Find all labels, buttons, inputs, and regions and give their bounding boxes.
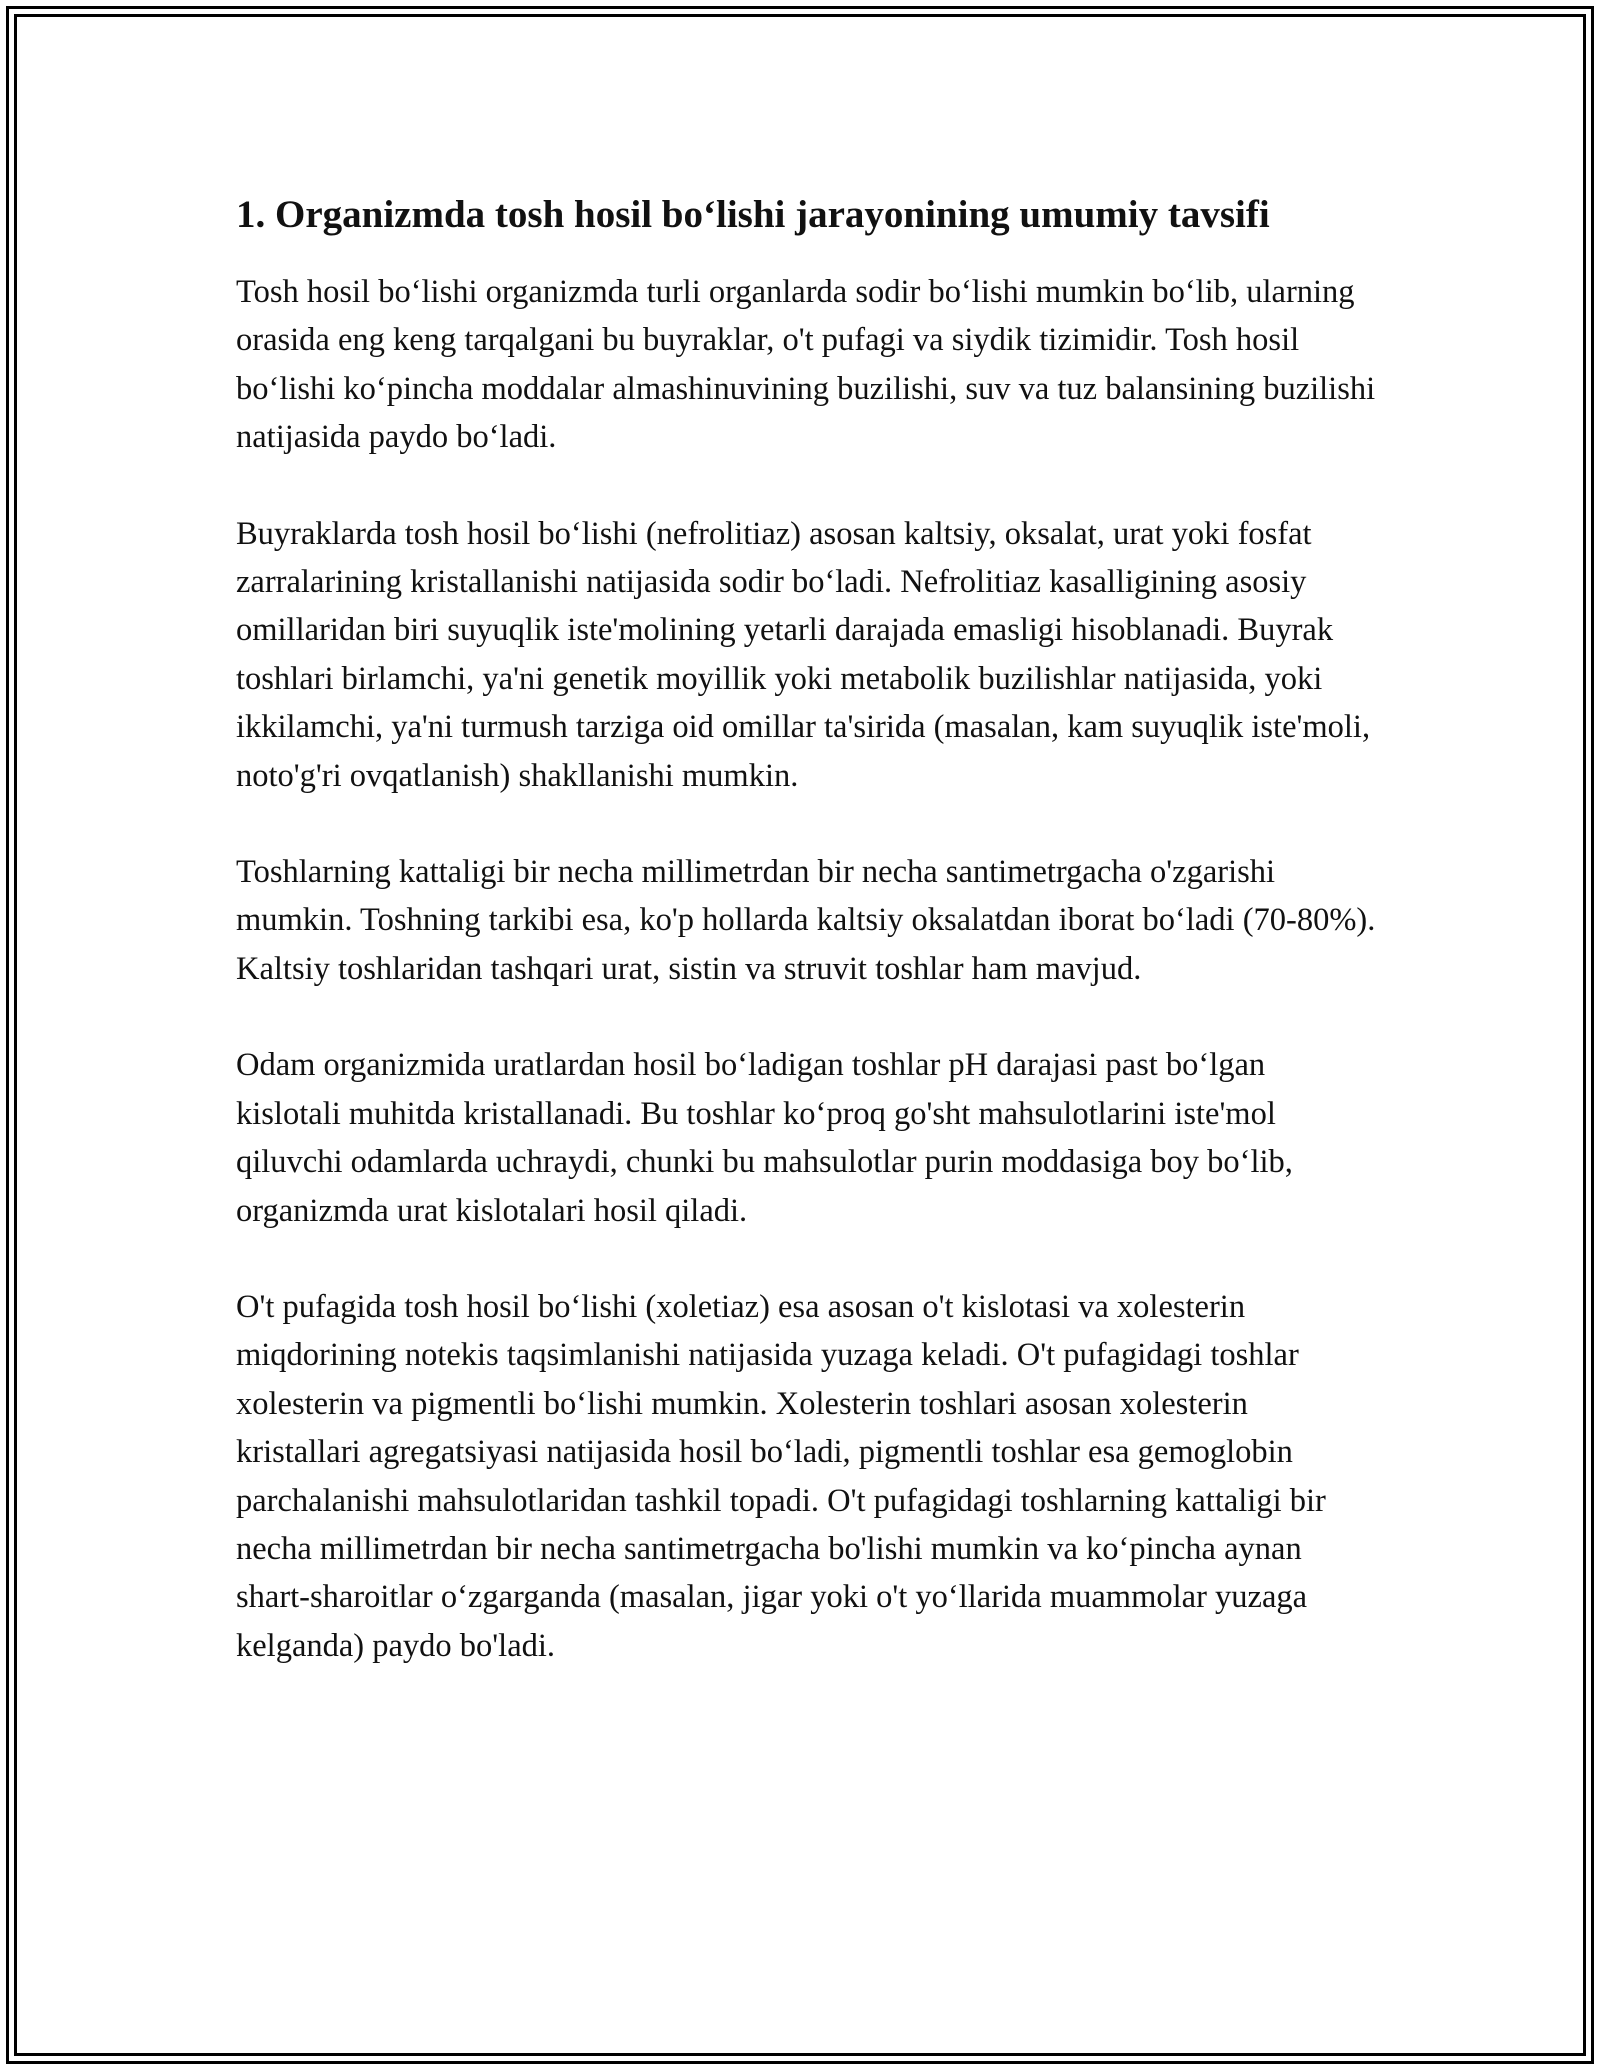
paragraph-5: O't pufagida tosh hosil bo‘lishi (xoletiaz) esa asosan o't kislotasi va xolesterin miqdorining notekis taqsimlanishi natijasida yuzaga keladi. O't pufagidagi toshlar xolesterin va pigmentli bo‘lishi mumkin. Xolesterin toshlari asosan xolesterin kristallari agregatsiyasi natijasida hosil bo‘ladi, pigmentli toshlar esa gemoglobin parchalanishi mahsulotlaridan tashkil topadi. O't pufagidagi toshlarning kattaligi bir necha millimetrdan bir necha santimetrgacha bo'lishi mumkin va ko‘pincha aynan shart-sharoitlar o‘zgarganda (masalan, jigar yoki o't yo‘llarida muammolar yuzaga kelganda) paydo bo'ladi. [236,1288,1326,1664]
paragraph-3: Toshlarning kattaligi bir necha millimetrdan bir necha santimetrgacha o'zgarishi mumkin. Toshning tarkibi esa, ko'p hollarda kaltsiy oksalatdan iborat bo‘ladi (70-80%). Kaltsiy toshlaridan tashqari urat, sistin va struvit toshlar ham mavjud. [236,854,1376,987]
paragraph-2: Buyraklarda tosh hosil bo‘lishi (nefrolitiaz) asosan kaltsiy, oksalat, urat yoki fosfat zarralarining kristallanishi natijasida sodir bo‘ladi. Nefrolitiaz kasalligining asosiy omillaridan biri suyuqlik iste'molining yetarli darajada emasligi hisoblanadi. Buyrak toshlari birlamchi, ya'ni genetik moyillik yoki metabolik buzilishlar natijasida, yoki ikkilamchi, ya'ni turmush tarziga oid omillar ta'sirida (masalan, kam suyuqlik iste'moli, noto'g'ri ovqatlanish) shakllanishi mumkin. [236,515,1371,794]
paragraph-1: Tosh hosil bo‘lishi organizmda turli organlarda sodir bo‘lishi mumkin bo‘lib, ularning orasida eng keng tarqalgani bu buyraklar, o't pufagi va siydik tizimidir. Tosh hosil bo‘lishi ko‘pincha moddalar almashinuvining buzilishi, suv va tuz balansining buzilishi natijasida paydo bo‘ladi. [236,274,1376,456]
paragraph-4: Odam organizmida uratlardan hosil bo‘ladigan toshlar pH darajasi past bo‘lgan kislotali muhitda kristallanadi. Bu toshlar ko‘proq go'sht mahsulotlarini iste'mol qiluvchi odamlarda uchraydi, chunki bu mahsulotlar purin moddasiga boy bo‘lib, organizmda urat kislotalari hosil qiladi. [236,1047,1293,1229]
document-body [236,184,1376,1670]
section-heading: 1. Organizmda tosh hosil bo‘lishi jarayonining umumiy tavsifi [236,193,1270,236]
